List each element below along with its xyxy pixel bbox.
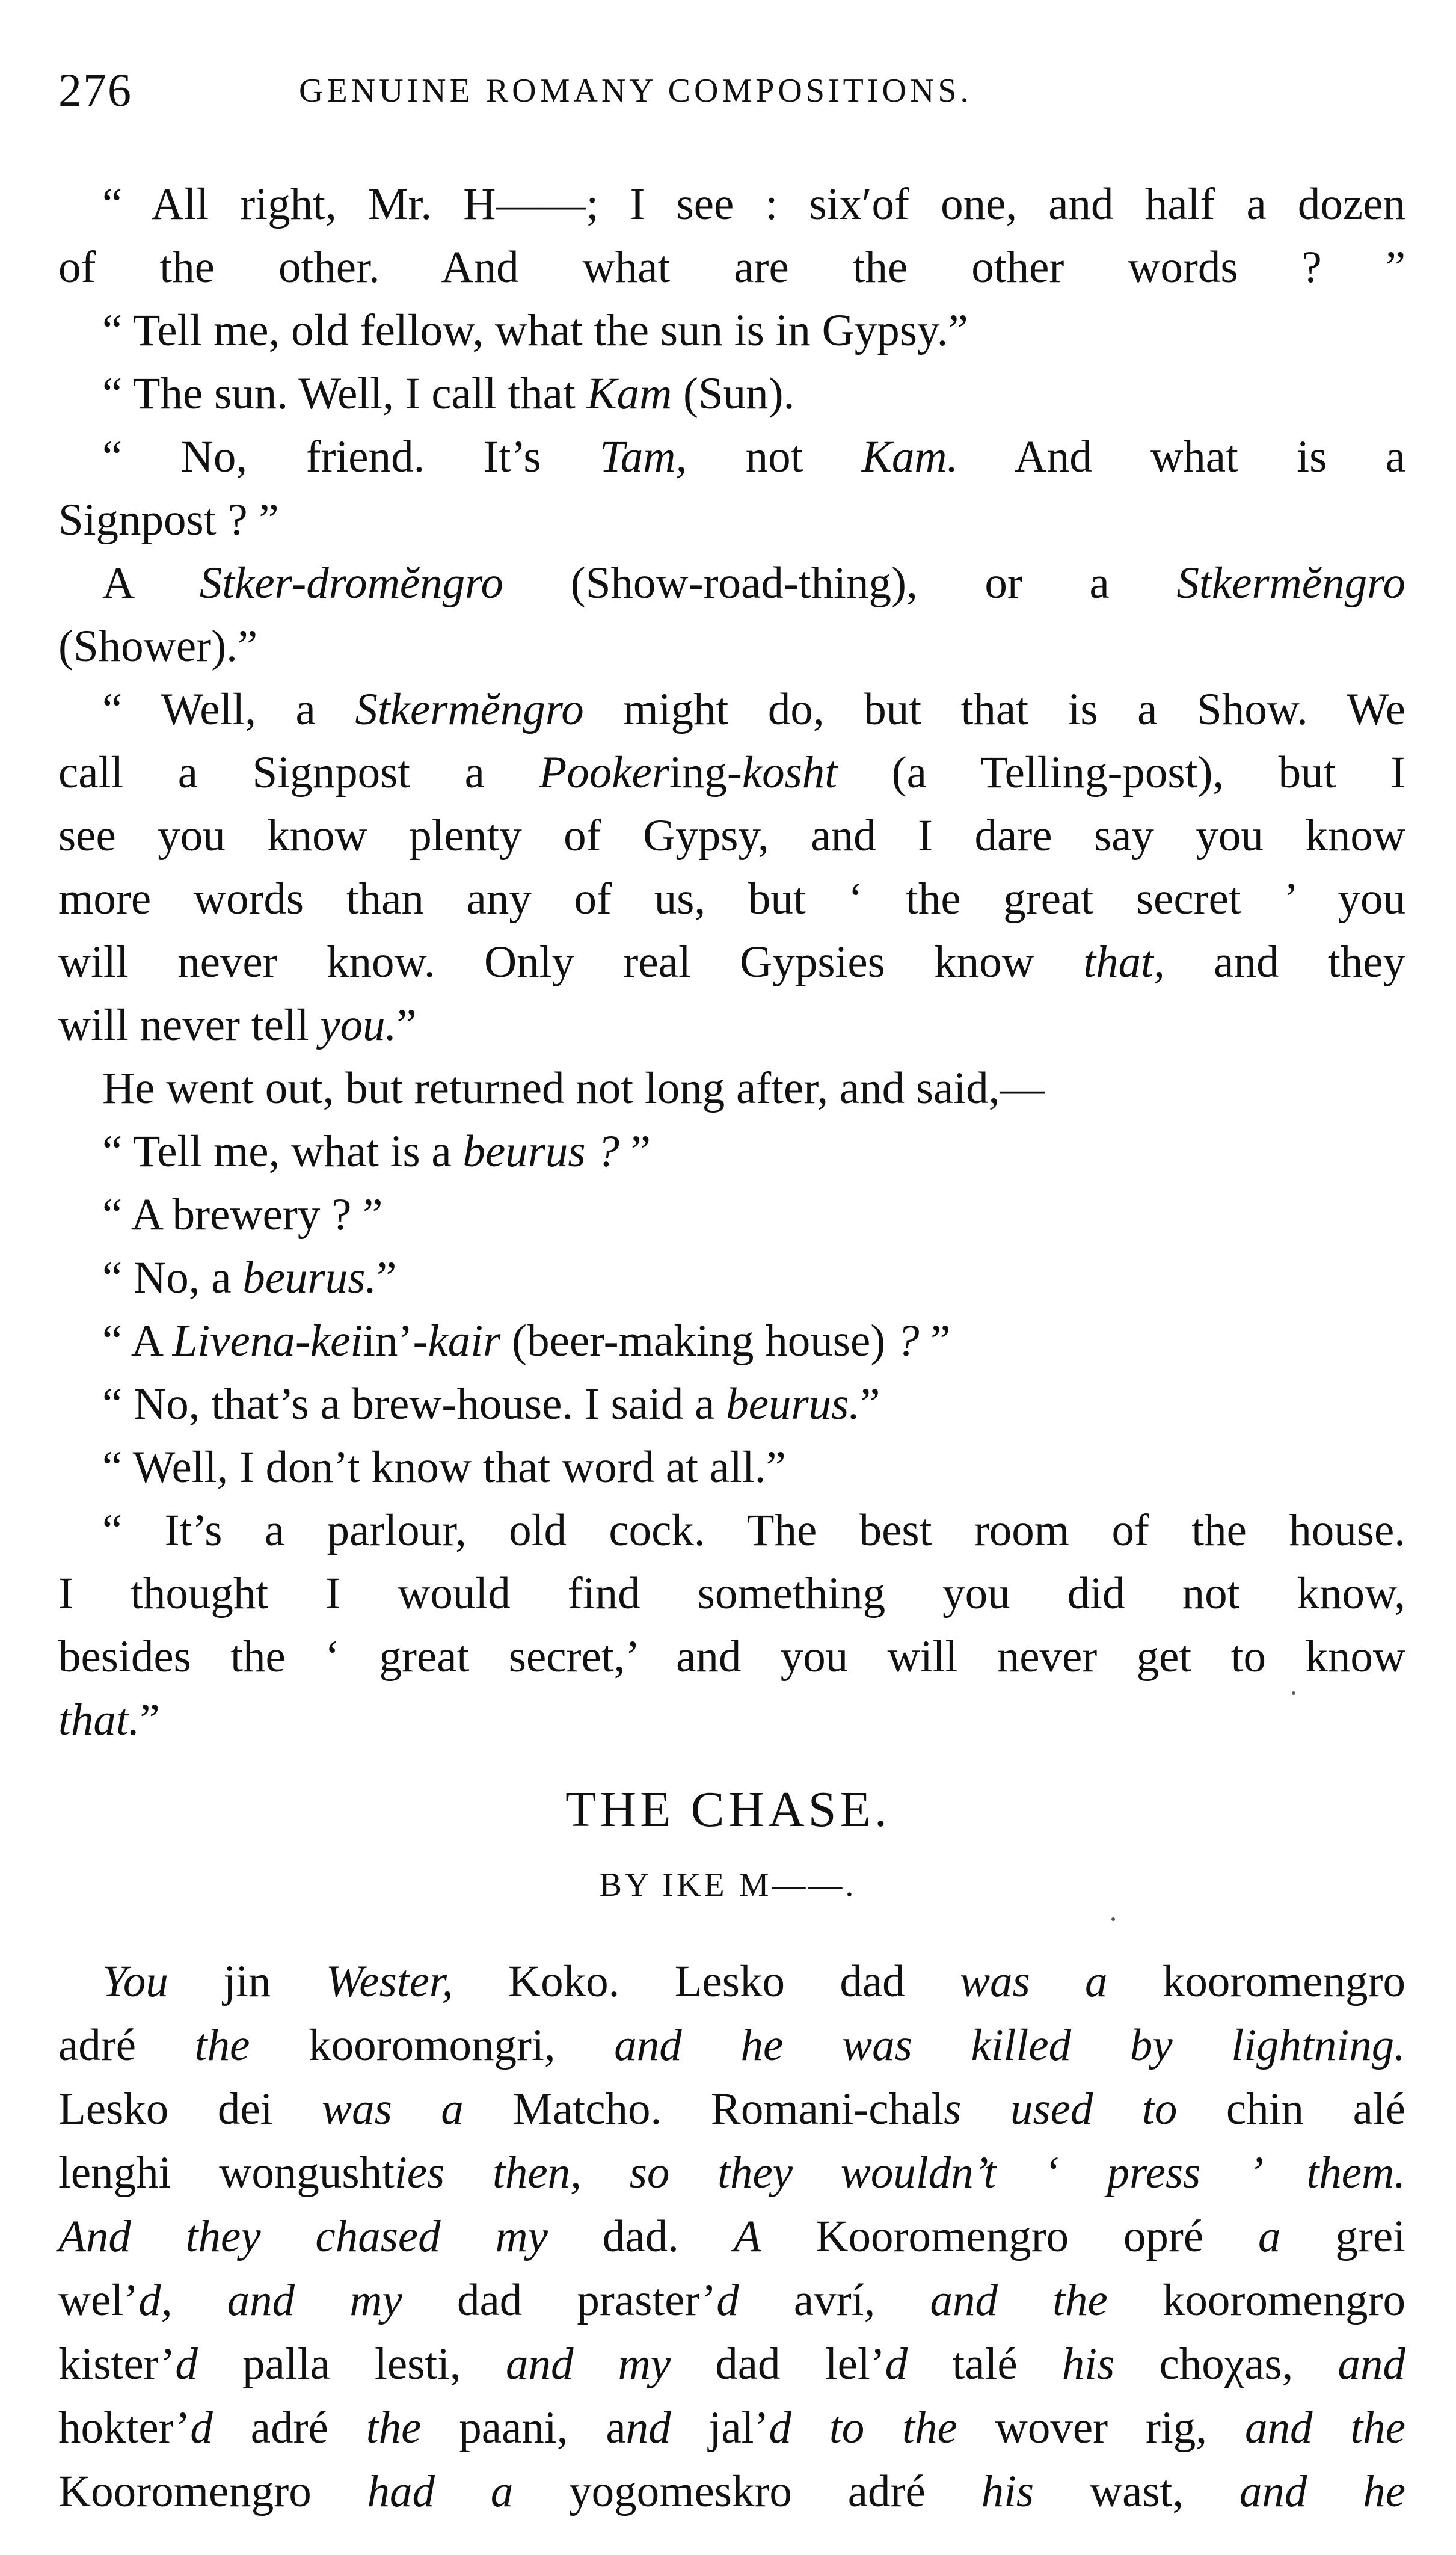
italic-run: had a	[367, 2467, 514, 2517]
text-line	[102, 369, 795, 419]
text-line	[58, 2403, 1405, 2453]
text-run: (Sun).	[672, 369, 795, 419]
text-line	[102, 179, 1405, 229]
text-line	[58, 2148, 1405, 2198]
text-line	[102, 1959, 1405, 2004]
text-run: see you know plenty of Gypsy, and I dare say you know	[58, 811, 1405, 861]
text-run: and they	[1164, 937, 1405, 987]
text-run: kooromengro	[1107, 2275, 1405, 2325]
text-line	[58, 874, 1405, 924]
text-line	[58, 497, 279, 543]
text-run: Kooromengro	[58, 2467, 367, 2517]
text-run: in’-	[363, 1316, 428, 1366]
text-line	[58, 2467, 1406, 2517]
italic-run: d to the	[769, 2403, 957, 2453]
text-run: I thought I would find something you did not know,	[58, 1569, 1405, 1619]
text-line	[102, 308, 968, 353]
italic-run: Livena-kei	[172, 1316, 363, 1366]
text-line	[102, 1190, 383, 1240]
text-run: “ Well, I don’t know that word at all.”	[102, 1442, 786, 1492]
text-run: ”	[376, 1253, 397, 1303]
italic-run: d	[716, 2275, 739, 2325]
text-line	[102, 1253, 397, 1303]
text-run: And what is a	[958, 432, 1405, 482]
text-run: dad.	[547, 2212, 734, 2261]
italic-run: ies then, so they wouldn’t ‘ press ’ them.	[394, 2148, 1405, 2198]
italic-run: You	[102, 1957, 168, 2006]
text-run: yogomeskro adré	[513, 2467, 981, 2517]
text-line	[102, 684, 1405, 734]
text-line	[58, 2086, 1405, 2132]
italic-run: Wester,	[325, 1957, 453, 2006]
italic-run: d	[175, 2339, 198, 2389]
text-run: Signpost ? ”	[58, 495, 279, 545]
text-run: adré	[58, 2020, 195, 2070]
text-line	[58, 748, 1405, 798]
text-run: ”	[396, 1000, 417, 1050]
italic-run: Kam.	[861, 432, 959, 482]
italic-run: you.	[320, 1000, 397, 1050]
text-run: chin alé	[1177, 2084, 1405, 2134]
text-run: “ A	[102, 1316, 173, 1366]
page-header	[58, 63, 1405, 123]
text-run: Lesko dei	[58, 2084, 322, 2134]
italic-run: nd	[625, 2403, 671, 2453]
italic-run: the	[366, 2403, 422, 2453]
text-run: of one, and half a dozen	[871, 179, 1405, 229]
italic-run: and my	[505, 2339, 671, 2389]
italic-run: his	[1061, 2339, 1115, 2389]
text-run: dad lel’	[671, 2339, 885, 2389]
text-run: “ Well, a	[102, 684, 355, 734]
text-run: avrí,	[739, 2275, 930, 2325]
text-line	[58, 2214, 1405, 2259]
text-run: (beer-making house)	[500, 1316, 897, 1366]
text-run: “ Tell me, what is a	[102, 1127, 463, 1176]
italic-run: that,	[1083, 937, 1165, 987]
italic-run: kosht	[742, 748, 838, 798]
italic-run: a	[1258, 2212, 1281, 2261]
italic-run: Stkermĕngro	[355, 684, 584, 734]
text-run: kooromongri,	[250, 2020, 615, 2070]
text-line	[58, 621, 258, 671]
italic-run: kair	[428, 1316, 501, 1366]
text-line	[58, 1569, 1405, 1619]
italic-run: ?	[897, 1316, 920, 1366]
text-line	[58, 811, 1405, 861]
text-run: “ Tell me, old fellow, what the sun is in Gypsy.”	[102, 306, 968, 355]
text-run: jin	[168, 1957, 326, 2006]
text-run: “ No, a	[102, 1253, 243, 1303]
text-run: will never know. Only real Gypsies know	[58, 937, 1084, 987]
italic-run: and the	[1244, 2403, 1405, 2453]
text-line	[102, 1063, 1045, 1113]
text-run: kister’	[58, 2339, 176, 2389]
italic-run: d	[190, 2403, 213, 2453]
text-run: wover rig,	[957, 2403, 1245, 2453]
text-run: (Shower).”	[58, 621, 258, 671]
text-line	[58, 1695, 160, 1745]
italic-run: and he was killed by lightning.	[614, 2020, 1405, 2070]
text-run: He went out, but returned not long after, and said,—	[102, 1063, 1045, 1113]
italic-run: was a	[322, 2084, 464, 2134]
text-run: more words than any of us, but ‘ the great secret ’ you	[58, 874, 1405, 924]
print-speck	[1111, 1917, 1115, 1921]
text-line	[58, 2341, 1405, 2387]
text-run: Koko. Lesko dad	[453, 1957, 960, 2006]
text-run: wel’	[58, 2275, 139, 2325]
text-run: ”	[619, 1127, 651, 1176]
text-line	[102, 1442, 786, 1492]
text-run: “ No, that’s a brew-house. I said a	[102, 1379, 726, 1429]
text-run: ing-	[669, 748, 742, 798]
text-run: “ A brewery ? ”	[102, 1190, 383, 1240]
section-byline: BY IKE M——.	[599, 1866, 857, 1904]
text-line	[58, 2275, 1405, 2325]
section-title: THE CHASE.	[565, 1782, 891, 1837]
italic-run: d, and my	[138, 2275, 402, 2325]
running-head: GENUINE ROMANY COMPOSITIONS.	[299, 72, 972, 109]
text-run: besides the ‘ great secret,’ and you will never get to know	[58, 1632, 1405, 1682]
text-line	[102, 432, 1405, 482]
text-line	[58, 1632, 1405, 1682]
text-run: A	[102, 558, 200, 608]
italic-run: A	[733, 2212, 761, 2261]
text-run: adré	[212, 2403, 366, 2453]
italic-run: the	[194, 2020, 250, 2070]
text-run: will never tell	[58, 1000, 321, 1050]
italic-run: that.	[58, 1695, 140, 1745]
text-run: might do, but that is a Show. We	[583, 684, 1405, 734]
print-speck	[1292, 1691, 1295, 1695]
italic-run: Tam,	[599, 432, 687, 482]
italic-run: beurus ?	[462, 1127, 619, 1176]
italic-run: beurus.	[726, 1379, 861, 1429]
text-line	[102, 1318, 951, 1364]
text-run: ”	[140, 1695, 160, 1745]
text-line	[58, 242, 1405, 292]
italic-run: and	[1338, 2339, 1405, 2389]
text-line	[102, 1505, 1405, 1555]
text-run: palla lesti,	[197, 2339, 506, 2389]
text-run: “ No, friend. It’s	[102, 432, 600, 482]
text-run: jal’	[671, 2403, 769, 2453]
italic-run: was a	[959, 1957, 1108, 2006]
text-run: ʹ	[862, 179, 872, 229]
text-line	[58, 1000, 417, 1050]
text-run: Kooromengro opré	[761, 2212, 1259, 2261]
text-run: talé	[908, 2339, 1062, 2389]
italic-run: and the	[930, 2275, 1108, 2325]
text-run: Matcho. Romani-chal	[463, 2084, 944, 2134]
text-run: of the other. And what are the other words ? ”	[58, 242, 1405, 292]
italic-run: s used to	[944, 2084, 1178, 2134]
italic-run: Stkermĕngro	[1176, 558, 1405, 608]
text-run: kooromengro	[1107, 1957, 1405, 2006]
text-run: (a Telling-post), but I	[837, 748, 1405, 798]
page-number: 276	[58, 64, 132, 116]
italic-run: his	[981, 2467, 1034, 2517]
text-run: “ All right, Mr. H——; I see : six	[102, 179, 862, 229]
text-run: ”	[919, 1316, 951, 1366]
italic-run: beurus.	[242, 1253, 377, 1303]
text-run: “ It’s a parlour, old cock. The best room of the house.	[102, 1505, 1405, 1555]
text-run: grei	[1280, 2212, 1405, 2261]
text-run: not	[687, 432, 862, 482]
text-run: ”	[860, 1379, 880, 1429]
text-run: hokter’	[58, 2403, 191, 2453]
text-run: (Show-road-thing), or a	[503, 558, 1177, 608]
text-line	[102, 1129, 651, 1174]
italic-run: Pooker	[539, 748, 669, 798]
text-run: dad praster’	[402, 2275, 717, 2325]
text-run: wast,	[1034, 2467, 1239, 2517]
text-run: “ The sun. Well, I call that	[102, 369, 587, 419]
text-run: choχas,	[1114, 2339, 1338, 2389]
italic-run: And they chased my	[58, 2212, 548, 2261]
italic-run: Stker-dromĕngro	[199, 558, 504, 608]
text-run: lenghi wongusht	[58, 2148, 395, 2198]
italic-run: and he	[1239, 2467, 1406, 2517]
italic-run: Kam	[586, 369, 672, 419]
text-line	[102, 1379, 880, 1429]
text-line	[102, 558, 1405, 608]
text-line	[58, 939, 1405, 985]
text-run: call a Signpost a	[58, 748, 539, 798]
text-line	[58, 2020, 1405, 2070]
italic-run: d	[885, 2339, 908, 2389]
text-run: paani, a	[421, 2403, 626, 2453]
